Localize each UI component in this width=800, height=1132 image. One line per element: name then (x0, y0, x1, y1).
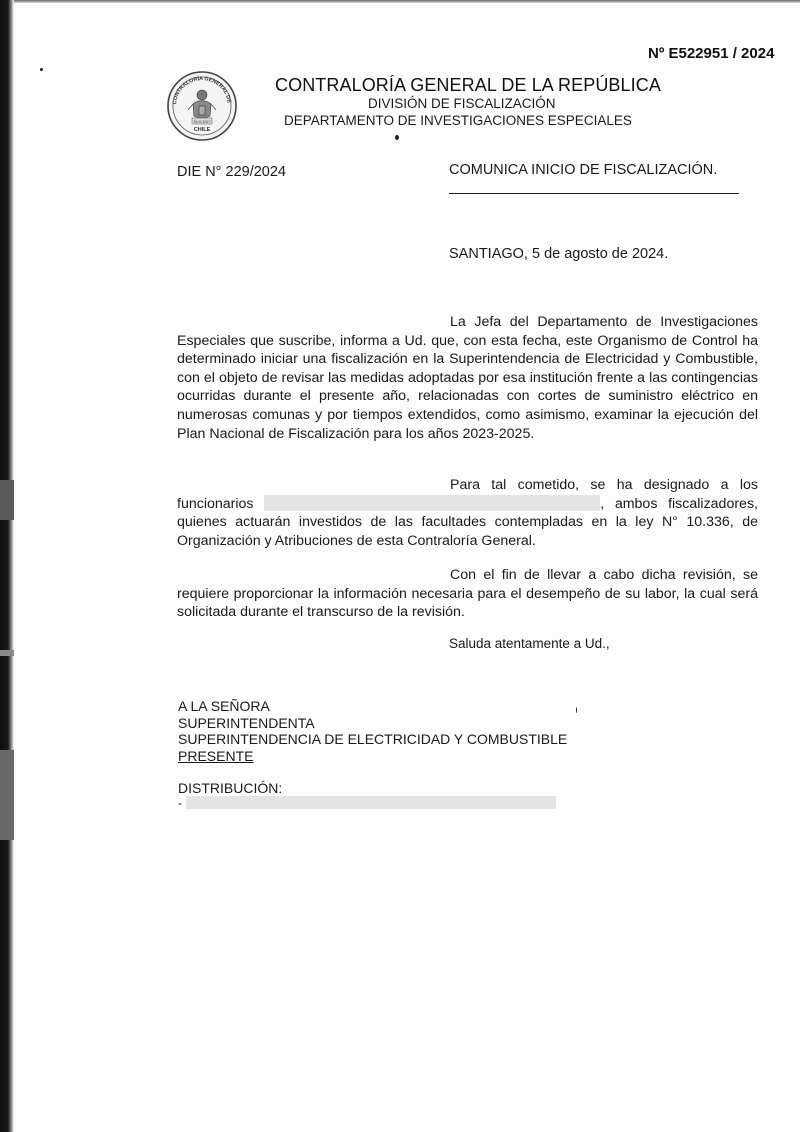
scan-speck (40, 68, 43, 71)
scan-left-edge (0, 0, 14, 1132)
body-paragraph-2 (177, 476, 758, 550)
closing-salutation: Saluda atentamente a Ud., (449, 636, 610, 651)
recipient-line-1: A LA SEÑORA (178, 698, 270, 714)
scan-edge-mark (0, 650, 14, 656)
paragraph-1-text: La Jefa del Departamento de Investigaciones Especiales que suscribe, informa a Ud. que, con esta fecha, este Organismo de Control ha determinado iniciar una fiscalización en la Superintendencia de Electricidad y Combustible, con el objeto de revisar las medidas adoptadas por esa institución frente a las contingencias ocurridas durante el presente año, relacionadas con cortes de suministro eléctrico en numerosas comunas y por tiempos extendidos, como asimismo, examinar la ejecución del Plan Nacional de Fiscalización para los años 2023-2025. (177, 314, 758, 442)
date-line: SANTIAGO, 5 de agosto de 2024. (449, 246, 669, 262)
paragraph-3-text: Con el fin de llevar a cabo dicha revisión, se requiere proporcionar la información necesaria para el desempeño de su labor, la cual será solicitada durante el transcurso de la revisión. (177, 567, 758, 621)
subject-line: COMUNICA INICIO DE FISCALIZACIÓN. (449, 162, 718, 178)
distribution-label: DISTRIBUCIÓN: (178, 780, 283, 796)
seal-country: CHILE (193, 127, 211, 133)
recipient-block (178, 698, 567, 764)
organization-name: CONTRALORÍA GENERAL DE LA REPÚBLICA (275, 75, 661, 95)
recipient-line-2: SUPERINTENDENTA (178, 714, 315, 731)
reference-number: DIE N° 229/2024 (177, 164, 286, 180)
distribution-dash: - (178, 796, 182, 810)
department-name: DEPARTAMENTO DE INVESTIGACIONES ESPECIALES (284, 113, 632, 128)
redacted-names (264, 495, 600, 511)
scan-speck (395, 135, 399, 140)
scan-edge-mark (0, 480, 14, 520)
redacted-distribution (186, 796, 556, 809)
seal-year: 26 III 1927 (193, 119, 211, 124)
recipient-line-3: SUPERINTENDENCIA DE ELECTRICIDAD Y COMBUSTIBLE (178, 731, 568, 747)
paragraph-2-text-end: , ambos fiscalizadores, quienes actuarán investidos de las facultades contempladas en la ley N° 10.336, de Organización y Atribuciones de esta Contraloría General. (177, 495, 758, 549)
body-paragraph-1 (177, 313, 758, 443)
contraloria-seal-logo (166, 70, 238, 142)
subject-underline (449, 193, 739, 194)
body-paragraph-3 (177, 566, 758, 622)
scan-speck (576, 707, 577, 713)
scan-edge-mark (0, 750, 14, 840)
document-number: Nº E522951 / 2024 (648, 45, 775, 62)
paragraph-2-text-start: Para tal cometido, se ha designado a los funcionarios (177, 477, 758, 512)
seal-inscription: CONTRALORÍA GENERAL DE (172, 75, 232, 105)
division-name: DIVISIÓN DE FISCALIZACIÓN (368, 96, 556, 111)
recipient-line-4: PRESENTE (178, 747, 254, 764)
scan-top-edge (0, 0, 800, 3)
